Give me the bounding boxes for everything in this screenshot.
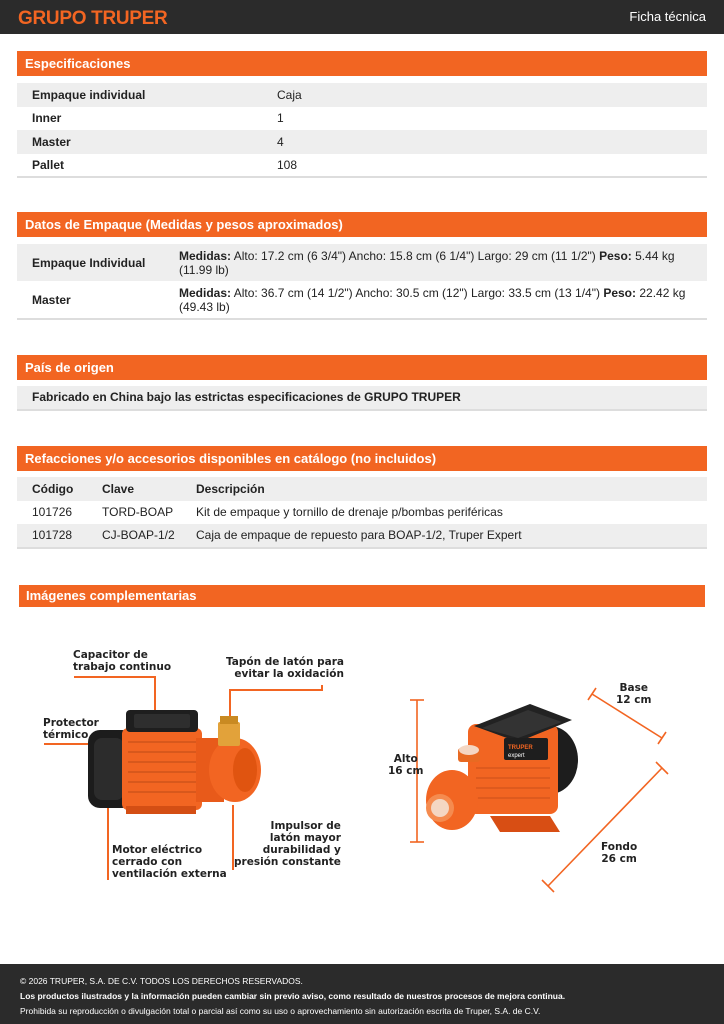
- column-header-code: Código: [32, 481, 74, 496]
- dimension-fondo: Fondo 26 cm: [601, 841, 638, 865]
- accessory-key: CJ-BOAP-1/2: [102, 528, 175, 543]
- peso-value: 5.44 kg (11.99 lb): [179, 248, 675, 277]
- table-row: [17, 501, 707, 525]
- callout-tapon: Tapón de latón para evitar la oxidación: [226, 656, 344, 680]
- spec-label: Inner: [32, 111, 62, 126]
- pump-dimensions-diagram: [400, 680, 680, 900]
- document-type: Ficha técnica: [629, 9, 706, 24]
- table-row: [17, 130, 707, 154]
- callout-motor: Motor eléctrico cerrado con ventilación externa: [112, 844, 227, 880]
- spec-value: 4: [277, 134, 284, 149]
- table-row: [17, 281, 707, 319]
- accessories-table: [17, 477, 707, 549]
- pump-model-label: expert: [508, 753, 525, 759]
- package-label: Empaque Individual: [32, 255, 146, 270]
- pump-right-illustration: [426, 704, 578, 832]
- packaging-section-header: Datos de Empaque (Medidas y pesos aproximados): [17, 212, 707, 237]
- accessory-description: Caja de empaque de repuesto para BOAP-1/2, Truper Expert: [196, 528, 522, 543]
- footer: [0, 964, 724, 1024]
- callout-impulsor: Impulsor de latón mayor durabilidad y presión constante: [234, 820, 341, 868]
- accessory-description: Kit de empaque y tornillo de drenaje p/bombas periféricas: [196, 505, 503, 520]
- table-row: [17, 524, 707, 548]
- spec-label: Empaque individual: [32, 87, 146, 102]
- peso-label: Peso:: [599, 248, 632, 263]
- spec-value: Caja: [277, 87, 302, 102]
- medidas-label: Medidas:: [179, 248, 232, 263]
- callout-capacitor: Capacitor de trabajo continuo: [73, 649, 172, 673]
- package-details: [177, 281, 707, 319]
- origin-text: Fabricado en China bajo las estrictas especificaciones de GRUPO TRUPER: [17, 386, 707, 411]
- table-row: [17, 154, 707, 178]
- spec-label: Master: [32, 134, 71, 149]
- accessory-key: TORD-BOAP: [102, 505, 174, 520]
- table-header-row: [17, 477, 707, 501]
- pump-left-illustration: [88, 710, 261, 814]
- dimension-alto: Alto 16 cm: [388, 753, 424, 777]
- spec-label: Pallet: [32, 157, 65, 172]
- column-header-key: Clave: [102, 481, 135, 496]
- medidas-value: Alto: 36.7 cm (14 1/2") Ancho: 30.5 cm (12") Largo: 33.5 cm (13 1/4"): [233, 285, 600, 300]
- top-bar: [0, 0, 724, 34]
- footer-copyright: © 2026 TRUPER, S.A. DE C.V. TODOS LOS DERECHOS RESERVADOS.: [20, 976, 303, 986]
- peso-label: Peso:: [603, 285, 637, 300]
- table-row: [17, 244, 707, 281]
- column-header-description: Descripción: [196, 481, 265, 496]
- footer-notice: Los productos ilustrados y la información pueden cambiar sin previo aviso, como resultado de nuestros procesos de mejora continua.: [20, 991, 566, 1001]
- packaging-table: [17, 244, 707, 320]
- footer-legal: Prohibida su reproducción o divulgación total o parcial así como su uso o aprovechamiento sin autorización escrita de Truper, S.A. de C.V.: [20, 1006, 541, 1016]
- medidas-value: Alto: 17.2 cm (6 3/4") Ancho: 15.8 cm (6 1/4") Largo: 29 cm (11 1/2"): [233, 248, 596, 263]
- images-section-header: Imágenes complementarias: [19, 585, 705, 607]
- specs-table: [17, 83, 707, 178]
- table-row: [17, 107, 707, 131]
- brand-logo: GRUPO TRUPER: [18, 8, 168, 29]
- table-row: [17, 83, 707, 107]
- medidas-label: Medidas:: [179, 285, 232, 300]
- accessory-code: 101726: [32, 505, 73, 520]
- accessories-section-header: Refacciones y/o accesorios disponibles en catálogo (no incluidos): [17, 446, 707, 471]
- package-label: Master: [32, 292, 71, 307]
- spec-value: 1: [277, 111, 284, 126]
- specs-section-header: Especificaciones: [17, 51, 707, 76]
- spec-value: 108: [277, 157, 298, 172]
- pump-brand-label: TRUPER: [508, 745, 533, 751]
- peso-value: 22.42 kg (49.43 lb): [179, 285, 686, 314]
- dimension-base: Base 12 cm: [616, 682, 652, 706]
- accessory-code: 101728: [32, 528, 73, 543]
- origin-section-header: País de origen: [17, 355, 707, 380]
- callout-protector: Protector térmico: [43, 717, 99, 741]
- package-details: [177, 244, 707, 281]
